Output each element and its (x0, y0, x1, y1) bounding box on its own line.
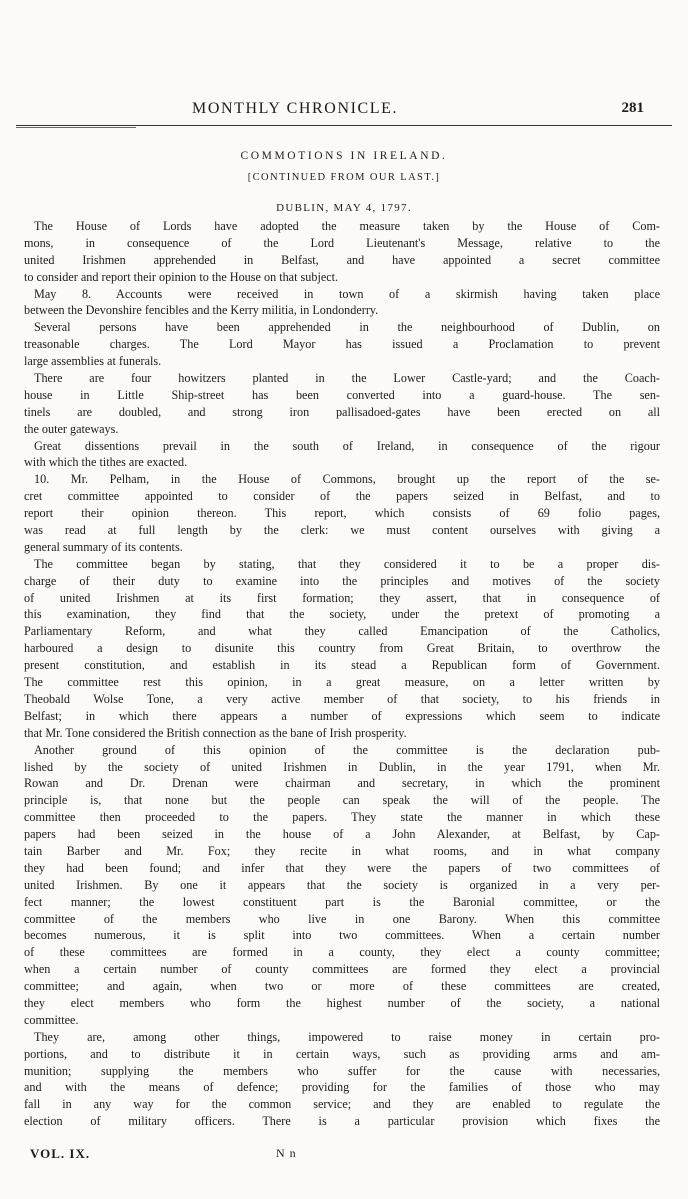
article-title: COMMOTIONS IN IRELAND. (240, 150, 448, 162)
text-line: committee; and again, when two or more of these committees are created, (24, 979, 660, 994)
text-line: 10. Mr. Pelham, in the House of Commons, brought up the report of the se- (34, 472, 660, 487)
text-line: becomes numerous, it is split into two committees. When a certain number (24, 928, 660, 943)
text-line: charge of their duty to examine into the principles and motives of the society (24, 573, 660, 588)
text-line: committee of the members who live in one Barony. When this committee (24, 911, 660, 926)
text-line: The committee rest this opinion, in a great measure, on a letter written by (24, 675, 660, 690)
continued-note: [CONTINUED FROM OUR LAST.] (247, 172, 441, 183)
text-line: They are, among other things, impowered to raise money in certain pro- (34, 1029, 660, 1044)
text-line: report their opinion thereon. This report, which consists of 69 folio pages, (24, 506, 660, 521)
text-line: The committee began by stating, that they considered it to be a proper dis- (34, 556, 660, 571)
text-line: was read at full length by the clerk: we must content ourselves with giving a (24, 523, 660, 538)
text-line: between the Devonshire fencibles and the Kerry militia, in Londonderry. (24, 303, 379, 318)
text-line: they had been found; and infer that they were the papers of two committees of (24, 860, 660, 875)
text-line: fect manner; the lowest constituent part is the Baronial committee, or the (24, 894, 660, 909)
text-line: when a certain number of county committees are formed they elect a provincial (24, 962, 660, 977)
text-line: tain Barber and Mr. Fox; they recite in what rooms, and in what company (24, 843, 660, 858)
text-line: May 8. Accounts were received in town of a skirmish having taken place (34, 286, 660, 301)
text-line: cret committee appointed to consider of the papers seized in Belfast, and to (24, 489, 660, 504)
text-line: house in Little Ship-street has been converted into a guard-house. The sen- (24, 387, 660, 402)
text-line: Several persons have been apprehended in the neighbourhood of Dublin, on (34, 320, 660, 335)
text-line: Parliamentary Reform, and what they called Emancipation of the Catholics, (24, 624, 660, 639)
running-head (0, 100, 688, 122)
text-line: that Mr. Tone considered the British connection as the bane of Irish prosperity. (24, 725, 407, 740)
text-line: Belfast; in which there appears a number of expressions which seem to indicate (24, 708, 660, 723)
text-line: portions, and to distribute it in certain ways, such as providing arms and am- (24, 1046, 660, 1061)
text-line: harboured a design to disunite this country from Great Britain, to overthrow the (24, 641, 660, 656)
text-line: munition; supplying the members who suffer for the cause with necessaries, (24, 1063, 660, 1078)
header-rule (16, 125, 672, 126)
text-line: present constitution, and establish in its stead a Republican form of Government. (24, 658, 660, 673)
dateline: DUBLIN, MAY 4, 1797. (276, 202, 412, 214)
text-line: committee then proceeded to the papers. They state the manner in which these (24, 810, 660, 825)
text-line: united Irishmen. By one it appears that the society is organized in a very per- (24, 877, 660, 892)
text-line: lished by the society of united Irishmen in Dublin, in the year 1791, when Mr. (24, 759, 660, 774)
text-line: papers had been seized in the house of a John Alexander, at Belfast, by Cap- (24, 827, 660, 842)
text-line: principle is, that none but the people can speak the will of the people. The (24, 793, 660, 808)
page-footer (0, 1146, 688, 1166)
header-rule-secondary (16, 127, 136, 128)
text-line: and with the means of defence; providing for the families of those who may (24, 1080, 660, 1095)
article-body (24, 218, 660, 1130)
text-line: the outer gateways. (24, 421, 119, 436)
text-line: this examination, they find that the society, under the pretext of promoting a (24, 607, 660, 622)
text-line: There are four howitzers planted in the Lower Castle-yard; and the Coach- (34, 371, 660, 386)
text-line: Another ground of this opinion of the committee is the declaration pub- (34, 742, 660, 757)
text-line: they elect members who form the highest number of the society, a national (24, 995, 660, 1010)
text-line: general summary of its contents. (24, 539, 183, 554)
text-line: committee. (24, 1012, 79, 1027)
signature-mark: N n (276, 1146, 297, 1160)
text-line: election of military officers. There is a particular provision which fixes the (24, 1114, 660, 1129)
text-line: large assemblies at funerals. (24, 354, 162, 369)
text-line: Great dissentions prevail in the south of Ireland, in consequence of the rigour (34, 438, 660, 453)
text-line: treasonable charges. The Lord Mayor has issued a Proclamation to prevent (24, 337, 660, 352)
text-line: united Irishmen apprehended in Belfast, and have appointed a secret committee (24, 252, 660, 267)
running-title: MONTHLY CHRONICLE. (192, 100, 399, 117)
text-line: tinels are doubled, and strong iron pallisadoed-gates have been erected on all (24, 404, 660, 419)
text-line: fall in any way for the common service; and they are enabled to regulate the (24, 1097, 660, 1112)
text-line: with which the tithes are exacted. (24, 455, 188, 470)
volume-label: VOL. IX. (30, 1146, 91, 1161)
text-line: to consider and report their opinion to the House on that subject. (24, 269, 339, 284)
text-line: of united Irishmen at its first formation; they assert, that in consequence of (24, 590, 660, 605)
text-line: Theobald Wolse Tone, a very active member of that society, to his friends in (24, 691, 660, 706)
text-line: The House of Lords have adopted the measure taken by the House of Com- (34, 219, 660, 233)
text-line: mons, in consequence of the Lord Lieutenant's Message, relative to the (24, 235, 660, 250)
page-number: 281 (621, 100, 644, 116)
text-line: of these committees are formed in a county, they elect a county committee; (24, 945, 660, 960)
text-line: Rowan and Dr. Drenan were chairman and secretary, in which the prominent (24, 776, 660, 791)
